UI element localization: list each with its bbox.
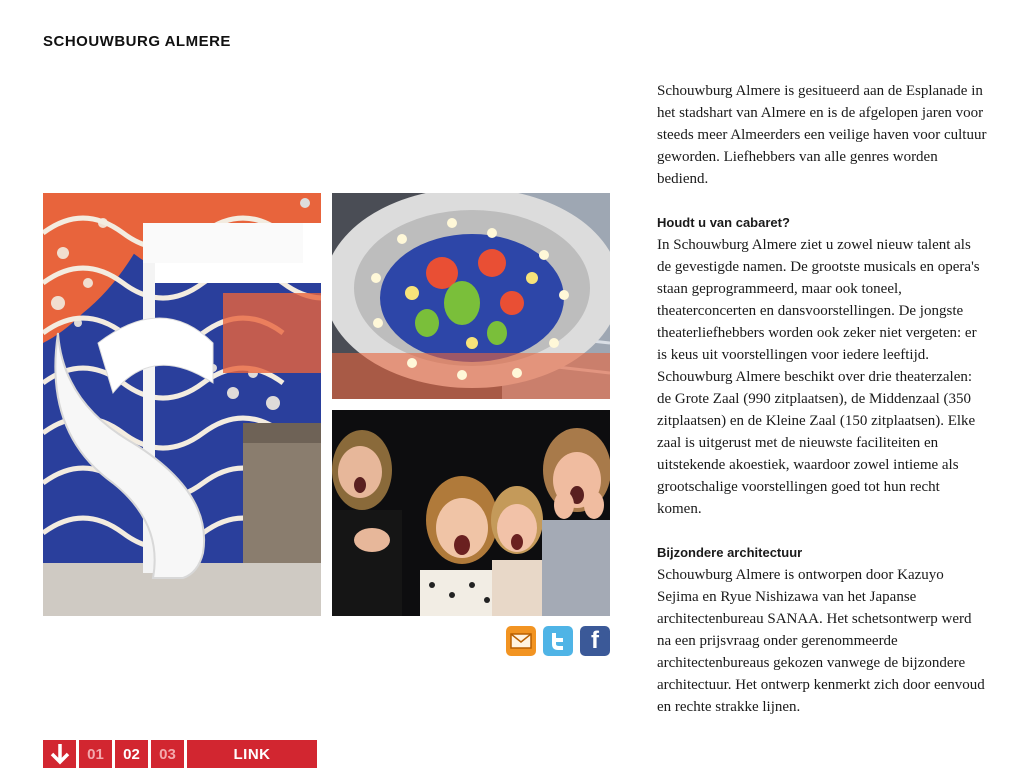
page-02-button[interactable]: 02 — [115, 740, 148, 768]
page-navigation — [43, 740, 317, 768]
twitter-share-button[interactable] — [543, 626, 573, 656]
mail-icon — [510, 633, 532, 649]
intro-paragraph: Schouwburg Almere is gesitueerd aan de Esplanade in het stadshart van Almere en is de afgelopen jaren voor steeds meer Almeerders een veilige haven voor cultuur geworden. Liefhebbers van alle genres worden bediend. — [657, 83, 987, 187]
page-01-button[interactable]: 01 — [79, 740, 112, 768]
arrow-down-icon — [50, 743, 70, 765]
down-button[interactable] — [43, 740, 76, 768]
article — [657, 80, 987, 740]
staircase-photo — [43, 193, 321, 616]
facebook-share-button[interactable] — [580, 626, 610, 656]
section-body-cabaret: In Schouwburg Almere ziet u zowel nieuw talent als de gevestigde namen. De grootste musicals en opera's staan geprogrammeerd, maar ook toneel, theaterconcerten en dansvoorstellingen. De jongste theaterliefhebbers worden ook zeker niet vergeten: er is keus uit voorstellingen voor iedere leeftijd. Schouwburg Almere beschikt over drie theaterzalen: de Grote Zaal (990 zitplaatsen), de Middenzaal (350 zitplaatsen) en de Kleine Zaal (150 zitplaatsen). Elke zaal is uitgerust met de nieuwste faciliteiten en uitstekende akoestiek, waardoor zowel intieme als grootschalige voorstellingen goed tot hun recht komen. — [657, 237, 980, 517]
section-body-architecture: Schouwburg Almere is ontworpen door Kazuyo Sejima en Ryue Nishizawa van het Japanse architectenbureau SANAA. Het schetsontwerp werd na een prijsvraag onder gerenommeerde architectenbureaus gekozen vanwege de bijzondere architectuur. Het ontwerp kenmerkt zich door eenvoud en rechte strakke lijnen. — [657, 567, 985, 715]
mail-share-button[interactable] — [506, 626, 536, 656]
twitter-icon — [547, 631, 569, 651]
page-03-button[interactable]: 03 — [151, 740, 184, 768]
section-heading-cabaret: Houdt u van cabaret? — [657, 215, 790, 230]
link-button[interactable]: LINK — [187, 740, 317, 768]
section-heading-architecture: Bijzondere architectuur — [657, 545, 803, 560]
children-photo — [332, 410, 610, 616]
facebook-icon: f — [591, 627, 599, 654]
page-title: SCHOUWBURG ALMERE — [43, 33, 231, 50]
ceiling-ring-photo — [332, 193, 610, 399]
